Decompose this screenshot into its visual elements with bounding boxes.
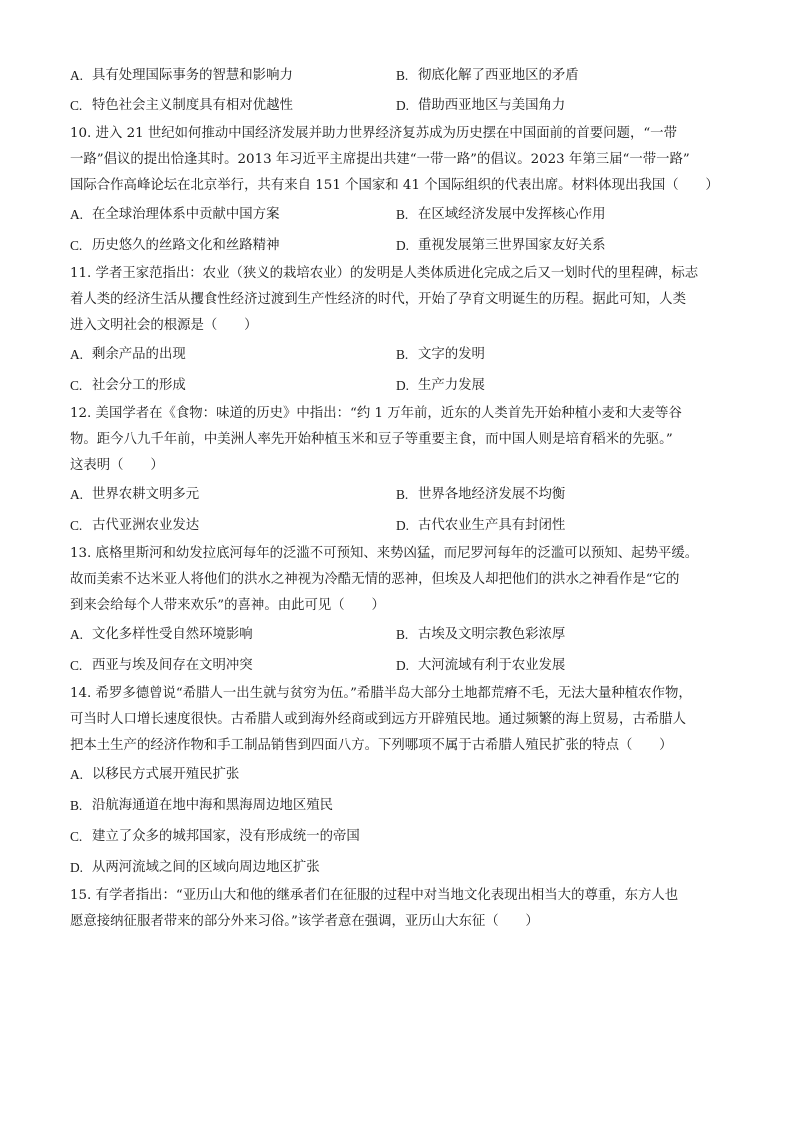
q12-options-row-2 — [70, 510, 734, 541]
option-text: 特色社会主义制度具有相对优越性 — [92, 97, 293, 113]
option-letter: A. — [70, 346, 84, 362]
q15-stem-line: 15. 有学者指出：“亚历山大和他的继承者们在征服的过程中对当地文化表现出相当大的尊重，东方人也 — [70, 888, 679, 903]
option-text: 世界农耕文明多元 — [92, 486, 200, 502]
q10-stem — [70, 121, 734, 199]
q13-option-b[interactable] — [396, 622, 565, 648]
q13-stem-line: 故而美索不达米亚人将他们的洪水之神视为冷酷无情的恶神，但埃及人却把他们的洪水之神看作是“它的 — [70, 572, 680, 587]
option-text: 古埃及文明宗教色彩浓厚 — [418, 626, 566, 642]
q10-option-d[interactable] — [396, 233, 605, 259]
option-letter: A. — [70, 626, 84, 642]
q15-stem-line: 愿意接纳征服者带来的部分外来习俗。”该学者意在强调，亚历山大东征（ ） — [70, 914, 539, 929]
option-text: 文化多样性受自然环境影响 — [92, 626, 253, 642]
option-letter: D. — [70, 859, 84, 875]
option-text: 历史悠久的丝路文化和丝路精神 — [92, 237, 280, 253]
option-text: 大河流域有利于农业发展 — [418, 657, 566, 673]
q11-stem-line: 11. 学者王家范指出：农业（狭义的栽培农业）的发明是人类体质进化完成之后又一划时代的里程碑，标志 — [70, 266, 699, 281]
q14-option-d[interactable] — [70, 852, 734, 883]
option-letter: D. — [396, 657, 410, 673]
q13-option-c[interactable] — [70, 653, 396, 679]
option-letter: D. — [396, 377, 410, 393]
q10-options-row-1 — [70, 199, 734, 230]
q13-option-a[interactable] — [70, 622, 396, 648]
q14-option-a[interactable] — [70, 759, 734, 790]
option-letter: B. — [396, 346, 409, 362]
q10-option-b[interactable] — [396, 202, 605, 228]
option-text: 西亚与埃及间存在文明冲突 — [92, 657, 253, 673]
q12-options-row-1 — [70, 479, 734, 510]
option-letter: A. — [70, 68, 84, 83]
q13-options-row-1 — [70, 619, 734, 650]
exam-page — [70, 62, 734, 935]
option-letter: C. — [70, 517, 83, 533]
q14-stem-line: 14. 希罗多德曾说“希腊人一出生就与贫穷为伍。”希腊半岛大部分土地都荒瘠不毛，无法大量种植农作物， — [70, 686, 692, 701]
option-letter: D. — [396, 97, 410, 113]
q12-stem-line: 12. 美国学者在《食物：味道的历史》中指出：“约 1 万年前，近东的人类首先开始种植小麦和大麦等谷 — [70, 406, 682, 421]
q11-option-d[interactable] — [396, 373, 485, 399]
q14-option-c[interactable] — [70, 821, 734, 852]
option-letter: D. — [396, 517, 410, 533]
option-text: 以移民方式展开殖民扩张 — [92, 766, 240, 782]
option-letter: C. — [70, 657, 83, 673]
option-letter: C. — [70, 377, 83, 393]
option-text: 重视发展第三世界国家友好关系 — [418, 237, 606, 253]
q13-stem — [70, 541, 734, 619]
option-text: 彻底化解了西亚地区的矛盾 — [418, 68, 579, 83]
option-text: 从两河流域之间的区域向周边地区扩张 — [92, 859, 320, 875]
option-text: 在全球治理体系中贡献中国方案 — [92, 206, 280, 222]
q10-option-a[interactable] — [70, 202, 396, 228]
q12-stem-line: 这表明（ ） — [70, 458, 164, 473]
option-text: 古代亚洲农业发达 — [92, 517, 200, 533]
q13-options-row-2 — [70, 650, 734, 681]
q11-stem-line: 着人类的经济生活从攫食性经济过渡到生产性经济的时代，开始了孕育文明诞生的历程。据此可知，人类 — [70, 292, 686, 307]
q10-stem-line: 10. 进入 21 世纪如何推动中国经济发展并助力世界经济复苏成为历史摆在中国面前的首要问题，“一带 — [70, 126, 677, 141]
q11-option-c[interactable] — [70, 373, 396, 399]
q11-stem-line: 进入文明社会的根源是（ ） — [70, 318, 258, 333]
q12-stem-line: 物。距今八九千年前，中美洲人率先开始种植玉米和豆子等重要主食，而中国人则是培育稻米的先驱。” — [70, 432, 673, 447]
option-text: 沿航海通道在地中海和黑海周边地区殖民 — [92, 797, 334, 813]
q14-stem-line: 可当时人口增长速度很快。古希腊人或到海外经商或到远方开辟殖民地。通过频繁的海上贸易，古希腊人 — [70, 712, 686, 727]
option-text: 剩余产品的出现 — [92, 346, 186, 362]
option-text: 借助西亚地区与美国角力 — [418, 97, 566, 113]
q12-stem — [70, 401, 734, 479]
option-text: 具有处理国际事务的智慧和影响力 — [92, 68, 293, 83]
q15-stem — [70, 883, 734, 935]
option-text: 文字的发明 — [418, 346, 485, 362]
q10-options-row-2 — [70, 230, 734, 261]
q11-stem — [70, 261, 734, 339]
option-letter: C. — [70, 97, 83, 113]
q12-option-b[interactable] — [396, 482, 565, 508]
q9-options-row-1 — [70, 62, 734, 90]
q9-option-c[interactable] — [70, 93, 396, 119]
option-text: 在区域经济发展中发挥核心作用 — [418, 206, 606, 222]
option-letter: A. — [70, 206, 84, 222]
option-letter: D. — [396, 237, 410, 253]
option-text: 社会分工的形成 — [92, 377, 186, 393]
option-letter: C. — [70, 828, 83, 844]
option-letter: C. — [70, 237, 83, 253]
option-letter: B. — [396, 68, 409, 83]
q9-option-d[interactable] — [396, 93, 565, 119]
q10-option-c[interactable] — [70, 233, 396, 259]
q12-option-d[interactable] — [396, 513, 565, 539]
q11-options-row-2 — [70, 370, 734, 401]
q12-option-c[interactable] — [70, 513, 396, 539]
q13-stem-line: 13. 底格里斯河和幼发拉底河每年的泛滥不可预知、来势凶猛，而尼罗河每年的泛滥可以预知、起势平缓。 — [70, 546, 699, 561]
q11-options-row-1 — [70, 339, 734, 370]
option-text: 古代农业生产具有封闭性 — [418, 517, 566, 533]
q14-option-b[interactable] — [70, 790, 734, 821]
option-letter: B. — [396, 486, 409, 502]
q10-stem-line: 一路”倡议的提出恰逢其时。2013 年习近平主席提出共建“一带一路”的倡议。2023 年第三届“一带一路” — [70, 152, 690, 167]
option-text: 生产力发展 — [418, 377, 485, 393]
q12-option-a[interactable] — [70, 482, 396, 508]
q13-option-d[interactable] — [396, 653, 565, 679]
q13-stem-line: 到来会给每个人带来欢乐”的喜神。由此可见（ ） — [70, 598, 385, 613]
option-letter: B. — [396, 206, 409, 222]
q10-stem-line: 国际合作高峰论坛在北京举行，共有来自 151 个国家和 41 个国际组织的代表出席。材料体现出我国（ ） — [70, 178, 719, 193]
q11-option-a[interactable] — [70, 342, 396, 368]
option-letter: A. — [70, 486, 84, 502]
option-letter: B. — [396, 626, 409, 642]
option-text: 建立了众多的城邦国家，没有形成统一的帝国 — [92, 828, 360, 844]
q11-option-b[interactable] — [396, 342, 485, 368]
option-text: 世界各地经济发展不均衡 — [418, 486, 566, 502]
option-letter: A. — [70, 766, 84, 782]
q14-stem-line: 把本土生产的经济作物和手工制品销售到四面八方。下列哪项不属于古希腊人殖民扩张的特点（ ） — [70, 738, 673, 753]
option-letter: B. — [70, 797, 83, 813]
q9-options-row-2 — [70, 90, 734, 121]
q14-stem — [70, 681, 734, 759]
q9-option-a[interactable] — [70, 63, 396, 89]
q9-option-b[interactable] — [396, 63, 579, 89]
